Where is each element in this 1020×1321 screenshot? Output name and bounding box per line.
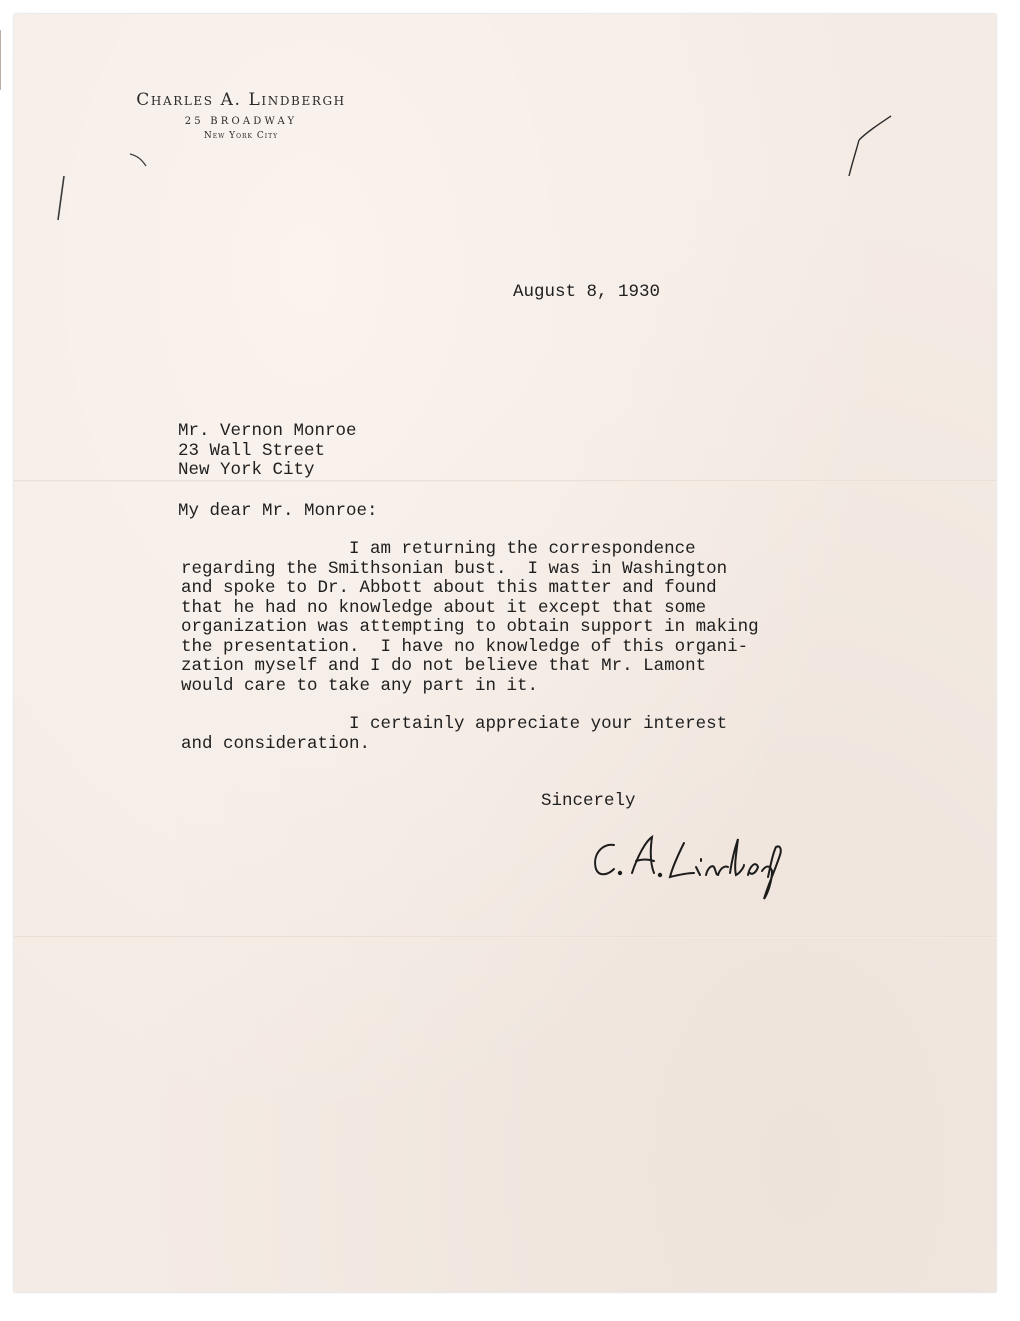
recipient-address: [178, 422, 357, 481]
body-line: regarding the Smithsonian bust. I was in Washington: [181, 558, 728, 579]
body-line: and consideration.: [181, 733, 371, 754]
letterhead: [121, 90, 361, 141]
body-line: I am returning the correspondence: [181, 539, 696, 559]
adjacent-page-edge: [0, 30, 9, 90]
body-line: I certainly appreciate your interest: [181, 714, 728, 734]
body-line: zation myself and I do not believe that Mr. Lamont: [181, 656, 707, 676]
salutation: My dear Mr. Monroe:: [178, 501, 378, 521]
pencil-mark-left: [50, 170, 70, 230]
letter-date: August 8, 1930: [513, 282, 661, 302]
letterhead-name: Charles A. Lindbergh: [136, 90, 346, 110]
fold-line: [14, 936, 996, 938]
closing: Sincerely: [541, 791, 636, 811]
body-line: and spoke to Dr. Abbott about this matter and found: [181, 578, 717, 598]
pencil-mark-tick: [118, 150, 158, 170]
body-paragraph-1: [181, 540, 759, 696]
body-line: that he had no knowledge about it except that some: [181, 597, 707, 618]
pencil-mark-top-right: [835, 110, 895, 180]
body-line: would care to take any part in it.: [181, 675, 539, 696]
recipient-street: 23 Wall Street: [178, 440, 326, 461]
body-line: organization was attempting to obtain support in making: [181, 617, 759, 637]
body-line: the presentation. I have no knowledge of this organi-: [181, 636, 749, 657]
fold-line: [14, 480, 996, 482]
letterhead-city: New York City: [203, 131, 279, 141]
handwritten-signature: [580, 815, 800, 905]
recipient-city: New York City: [178, 460, 315, 480]
recipient-name: Mr. Vernon Monroe: [178, 421, 357, 441]
body-paragraph-2: [181, 715, 727, 754]
letterhead-street: 25 BROADWAY: [184, 116, 298, 127]
